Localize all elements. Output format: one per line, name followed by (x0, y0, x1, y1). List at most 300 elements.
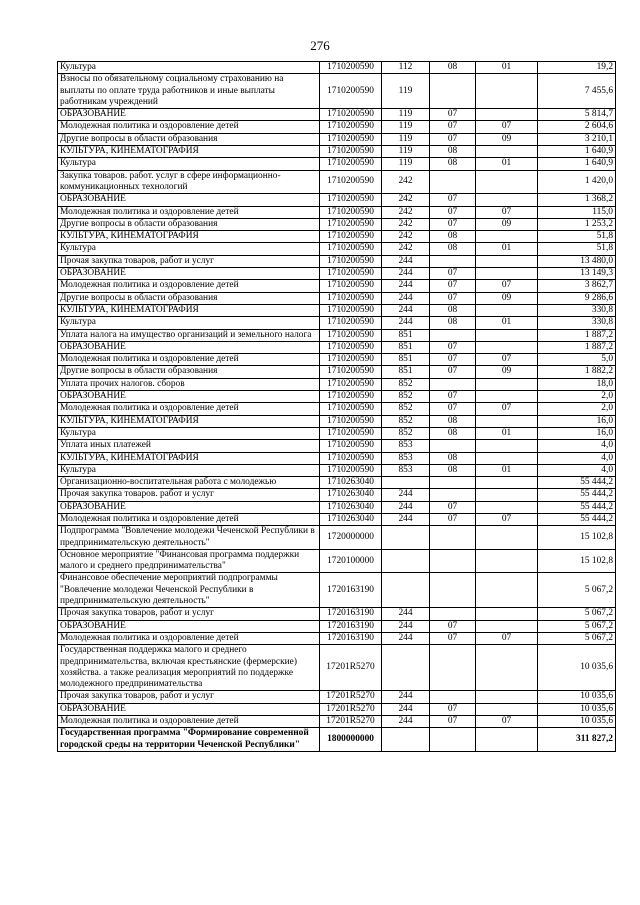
table-row (58, 440, 616, 452)
row-subsection-cell: 09 (476, 133, 538, 145)
row-code-cell: 1710200590 (320, 146, 382, 158)
row-amount-cell: 15 102,8 (538, 526, 616, 550)
row-amount-cell: 330,8 (538, 304, 616, 316)
row-subsection-cell (476, 268, 538, 280)
row-expense-type-cell (382, 728, 430, 752)
row-amount-cell: 16,0 (538, 427, 616, 439)
row-subsection-cell (476, 109, 538, 121)
row-subsection-cell: 01 (476, 62, 538, 74)
table-row (58, 489, 616, 501)
row-code-cell: 1710200590 (320, 170, 382, 194)
row-expense-type-cell: 851 (382, 354, 430, 366)
row-expense-type-cell (382, 573, 430, 608)
table-row (58, 292, 616, 304)
row-subsection-cell: 07 (476, 206, 538, 218)
row-amount-cell: 13 480,0 (538, 255, 616, 267)
row-name-cell: Молодежная политика и оздоровление детей (58, 121, 320, 133)
row-code-cell: 1710263040 (320, 513, 382, 525)
row-expense-type-cell: 242 (382, 243, 430, 255)
row-amount-cell: 16,0 (538, 415, 616, 427)
row-amount-cell: 1 640,9 (538, 146, 616, 158)
row-code-cell: 1710200590 (320, 366, 382, 378)
row-name-cell: КУЛЬТУРА, КИНЕМАТОГРАФИЯ (58, 452, 320, 464)
table-row (58, 158, 616, 170)
table-row (58, 573, 616, 608)
row-amount-cell: 10 035,6 (538, 691, 616, 703)
row-code-cell: 1710200590 (320, 268, 382, 280)
row-amount-cell: 5 067,2 (538, 632, 616, 644)
table-row (58, 464, 616, 476)
table-row (58, 268, 616, 280)
row-code-cell: 1710200590 (320, 427, 382, 439)
table-row (58, 341, 616, 353)
row-expense-type-cell: 119 (382, 133, 430, 145)
table-row (58, 703, 616, 715)
row-expense-type-cell: 242 (382, 218, 430, 230)
row-code-cell: 17201R5270 (320, 703, 382, 715)
row-expense-type-cell: 119 (382, 146, 430, 158)
row-code-cell: 1710200590 (320, 231, 382, 243)
row-expense-type-cell: 244 (382, 513, 430, 525)
row-expense-type-cell (382, 549, 430, 573)
row-name-cell: Другие вопросы в области образования (58, 292, 320, 304)
row-section-cell (430, 526, 476, 550)
row-name-cell: ОБРАЗОВАНИЕ (58, 341, 320, 353)
row-section-cell: 07 (430, 716, 476, 728)
row-expense-type-cell: 244 (382, 608, 430, 620)
table-row (58, 62, 616, 74)
row-subsection-cell (476, 255, 538, 267)
table-body (58, 62, 616, 752)
row-expense-type-cell: 244 (382, 280, 430, 292)
table-row (58, 194, 616, 206)
table-row (58, 317, 616, 329)
row-name-cell: ОБРАЗОВАНИЕ (58, 620, 320, 632)
row-amount-cell: 5 067,2 (538, 620, 616, 632)
table-row (58, 716, 616, 728)
row-amount-cell: 15 102,8 (538, 549, 616, 573)
row-amount-cell: 1 887,2 (538, 329, 616, 341)
row-section-cell: 08 (430, 452, 476, 464)
row-name-cell: Подпрограмма "Вовлечение молодежи Чеченской Республики в предпринимательскую деятельность" (58, 526, 320, 550)
row-amount-cell: 51,8 (538, 243, 616, 255)
row-code-cell: 1710200590 (320, 378, 382, 390)
row-section-cell (430, 170, 476, 194)
table-row (58, 620, 616, 632)
row-section-cell (430, 329, 476, 341)
row-section-cell (430, 378, 476, 390)
table-row (58, 170, 616, 194)
table-row (58, 378, 616, 390)
row-amount-cell: 19,2 (538, 62, 616, 74)
row-name-cell: Основное мероприятие "Финансовая программа поддержки малого и среднего предпринимательства" (58, 549, 320, 573)
row-code-cell: 17201R5270 (320, 716, 382, 728)
row-section-cell: 07 (430, 292, 476, 304)
row-amount-cell: 311 827,2 (538, 728, 616, 752)
row-section-cell (430, 74, 476, 109)
row-code-cell: 1710200590 (320, 206, 382, 218)
row-name-cell: КУЛЬТУРА, КИНЕМАТОГРАФИЯ (58, 146, 320, 158)
row-section-cell (430, 489, 476, 501)
row-subsection-cell: 01 (476, 317, 538, 329)
row-amount-cell: 55 444,2 (538, 513, 616, 525)
row-code-cell: 1710200590 (320, 391, 382, 403)
row-section-cell: 07 (430, 501, 476, 513)
row-amount-cell: 1 640,9 (538, 158, 616, 170)
row-section-cell: 07 (430, 341, 476, 353)
table-row (58, 280, 616, 292)
row-expense-type-cell: 852 (382, 427, 430, 439)
row-code-cell: 1710200590 (320, 109, 382, 121)
row-expense-type-cell (382, 645, 430, 691)
row-name-cell: Молодежная политика и оздоровление детей (58, 513, 320, 525)
row-section-cell: 07 (430, 121, 476, 133)
row-name-cell: ОБРАЗОВАНИЕ (58, 501, 320, 513)
row-section-cell: 08 (430, 158, 476, 170)
row-code-cell: 1800000000 (320, 728, 382, 752)
row-name-cell: Культура (58, 427, 320, 439)
row-code-cell: 1720163190 (320, 573, 382, 608)
row-amount-cell: 18,0 (538, 378, 616, 390)
row-section-cell: 07 (430, 703, 476, 715)
row-name-cell: Взносы по обязательному социальному страхованию на выплаты по оплате труда работников и иные выплаты работникам учреждений (58, 74, 320, 109)
row-expense-type-cell: 853 (382, 440, 430, 452)
row-subsection-cell (476, 231, 538, 243)
row-expense-type-cell: 244 (382, 304, 430, 316)
row-amount-cell: 7 455,6 (538, 74, 616, 109)
row-code-cell: 1710200590 (320, 62, 382, 74)
row-subsection-cell (476, 146, 538, 158)
row-amount-cell: 1 420,0 (538, 170, 616, 194)
row-subsection-cell (476, 477, 538, 489)
row-subsection-cell (476, 620, 538, 632)
row-amount-cell: 2,0 (538, 403, 616, 415)
row-subsection-cell: 07 (476, 280, 538, 292)
row-name-cell: ОБРАЗОВАНИЕ (58, 703, 320, 715)
table-row (58, 501, 616, 513)
table-row (58, 645, 616, 691)
table-row (58, 403, 616, 415)
row-name-cell: Культура (58, 464, 320, 476)
row-section-cell: 08 (430, 243, 476, 255)
row-section-cell: 07 (430, 366, 476, 378)
row-subsection-cell (476, 645, 538, 691)
budget-table (57, 61, 616, 752)
row-expense-type-cell: 242 (382, 170, 430, 194)
row-amount-cell: 3 210,1 (538, 133, 616, 145)
row-expense-type-cell: 244 (382, 292, 430, 304)
row-subsection-cell (476, 378, 538, 390)
row-name-cell: Молодежная политика и оздоровление детей (58, 354, 320, 366)
row-amount-cell: 9 286,6 (538, 292, 616, 304)
row-expense-type-cell: 853 (382, 464, 430, 476)
row-subsection-cell (476, 549, 538, 573)
table-row (58, 391, 616, 403)
row-name-cell: Закупка товаров. работ. услуг в сфере информационно-коммуникационных технологий (58, 170, 320, 194)
row-section-cell: 07 (430, 513, 476, 525)
row-name-cell: Культура (58, 158, 320, 170)
row-code-cell: 1710200590 (320, 440, 382, 452)
row-subsection-cell: 09 (476, 292, 538, 304)
row-expense-type-cell (382, 477, 430, 489)
row-section-cell: 08 (430, 231, 476, 243)
row-expense-type-cell: 119 (382, 109, 430, 121)
table-row (58, 206, 616, 218)
row-name-cell: Прочая закупка товаров. работ и услуг (58, 489, 320, 501)
row-code-cell: 17201R5270 (320, 645, 382, 691)
row-amount-cell: 115,0 (538, 206, 616, 218)
row-amount-cell: 1 368,2 (538, 194, 616, 206)
row-subsection-cell: 09 (476, 218, 538, 230)
row-name-cell: Прочая закупка товаров, работ и услуг (58, 608, 320, 620)
row-section-cell (430, 440, 476, 452)
row-expense-type-cell: 244 (382, 716, 430, 728)
row-expense-type-cell: 244 (382, 620, 430, 632)
row-expense-type-cell: 244 (382, 632, 430, 644)
row-amount-cell: 4,0 (538, 464, 616, 476)
table-row (58, 243, 616, 255)
page-number: 276 (310, 38, 330, 53)
table-row (58, 452, 616, 464)
row-expense-type-cell: 244 (382, 489, 430, 501)
row-section-cell (430, 477, 476, 489)
row-section-cell: 07 (430, 206, 476, 218)
row-amount-cell: 5 814,7 (538, 109, 616, 121)
row-expense-type-cell: 119 (382, 121, 430, 133)
row-section-cell: 08 (430, 415, 476, 427)
row-expense-type-cell: 244 (382, 255, 430, 267)
row-name-cell: Культура (58, 243, 320, 255)
row-name-cell: Прочая закупка товаров, работ и услуг (58, 255, 320, 267)
row-code-cell: 17201R5270 (320, 691, 382, 703)
table-row (58, 255, 616, 267)
row-code-cell: 1710200590 (320, 218, 382, 230)
row-expense-type-cell: 852 (382, 391, 430, 403)
row-code-cell: 1710200590 (320, 317, 382, 329)
row-subsection-cell: 07 (476, 716, 538, 728)
row-expense-type-cell: 244 (382, 691, 430, 703)
row-subsection-cell (476, 703, 538, 715)
row-name-cell: КУЛЬТУРА, КИНЕМАТОГРАФИЯ (58, 415, 320, 427)
row-subsection-cell (476, 691, 538, 703)
row-name-cell: ОБРАЗОВАНИЕ (58, 391, 320, 403)
row-section-cell (430, 645, 476, 691)
row-amount-cell: 55 444,2 (538, 501, 616, 513)
row-section-cell: 07 (430, 354, 476, 366)
row-name-cell: Другие вопросы в области образования (58, 133, 320, 145)
row-section-cell: 07 (430, 194, 476, 206)
row-subsection-cell (476, 194, 538, 206)
row-name-cell: Уплата иных платежей (58, 440, 320, 452)
row-subsection-cell (476, 608, 538, 620)
row-subsection-cell (476, 501, 538, 513)
table-row (58, 691, 616, 703)
row-amount-cell: 1 882,2 (538, 366, 616, 378)
row-amount-cell: 3 862,7 (538, 280, 616, 292)
row-subsection-cell: 01 (476, 243, 538, 255)
row-expense-type-cell: 242 (382, 194, 430, 206)
row-expense-type-cell: 851 (382, 329, 430, 341)
row-section-cell: 07 (430, 632, 476, 644)
table-row (58, 415, 616, 427)
row-name-cell: Финансовое обеспечение мероприятий подпрограммы "Вовлечение молодежи Чеченской Республики в предпринимательскую деятельность" (58, 573, 320, 608)
row-amount-cell: 5 067,2 (538, 608, 616, 620)
row-name-cell: Другие вопросы в области образования (58, 218, 320, 230)
row-subsection-cell (476, 170, 538, 194)
row-section-cell: 08 (430, 427, 476, 439)
row-subsection-cell (476, 728, 538, 752)
row-amount-cell: 51,8 (538, 231, 616, 243)
row-section-cell: 08 (430, 304, 476, 316)
table-row (58, 513, 616, 525)
row-name-cell: Уплата прочих налогов. сборов (58, 378, 320, 390)
row-amount-cell: 10 035,6 (538, 703, 616, 715)
row-section-cell: 07 (430, 620, 476, 632)
row-section-cell: 07 (430, 109, 476, 121)
row-amount-cell: 4,0 (538, 440, 616, 452)
row-name-cell: Молодежная политика и оздоровление детей (58, 403, 320, 415)
row-subsection-cell: 07 (476, 632, 538, 644)
table-row (58, 218, 616, 230)
row-code-cell: 1710200590 (320, 354, 382, 366)
row-subsection-cell (476, 573, 538, 608)
row-section-cell (430, 608, 476, 620)
row-subsection-cell (476, 452, 538, 464)
row-name-cell: Молодежная политика и оздоровление детей (58, 716, 320, 728)
row-code-cell: 1710200590 (320, 194, 382, 206)
row-section-cell: 07 (430, 403, 476, 415)
row-amount-cell: 330,8 (538, 317, 616, 329)
row-code-cell: 1720163190 (320, 608, 382, 620)
row-expense-type-cell: 244 (382, 703, 430, 715)
row-code-cell: 1710200590 (320, 158, 382, 170)
row-code-cell: 1720163190 (320, 632, 382, 644)
row-section-cell: 08 (430, 317, 476, 329)
row-subsection-cell: 09 (476, 366, 538, 378)
row-subsection-cell: 01 (476, 464, 538, 476)
table-row (58, 231, 616, 243)
table-row (58, 121, 616, 133)
row-expense-type-cell: 244 (382, 501, 430, 513)
row-section-cell: 07 (430, 391, 476, 403)
row-code-cell: 1710200590 (320, 403, 382, 415)
table-row (58, 109, 616, 121)
row-code-cell: 1710200590 (320, 121, 382, 133)
row-section-cell: 08 (430, 146, 476, 158)
row-expense-type-cell: 119 (382, 158, 430, 170)
row-code-cell: 1710200590 (320, 133, 382, 145)
table-row (58, 632, 616, 644)
row-name-cell: Молодежная политика и оздоровление детей (58, 206, 320, 218)
row-expense-type-cell: 852 (382, 403, 430, 415)
row-name-cell: Молодежная политика и оздоровление детей (58, 280, 320, 292)
row-section-cell (430, 691, 476, 703)
row-name-cell: ОБРАЗОВАНИЕ (58, 268, 320, 280)
row-name-cell: Культура (58, 62, 320, 74)
row-name-cell: ОБРАЗОВАНИЕ (58, 109, 320, 121)
row-subsection-cell: 07 (476, 121, 538, 133)
row-expense-type-cell: 112 (382, 62, 430, 74)
row-amount-cell: 13 149,3 (538, 268, 616, 280)
row-amount-cell: 4,0 (538, 452, 616, 464)
row-name-cell: Государственная поддержка малого и среднего предпринимательства, включая крестьянские (фермерские) хозяйства. а также реализация мероприятий по поддержке молодежного предпринимательства (58, 645, 320, 691)
row-expense-type-cell: 119 (382, 74, 430, 109)
row-section-cell: 07 (430, 218, 476, 230)
table-row (58, 74, 616, 109)
row-amount-cell: 2,0 (538, 391, 616, 403)
table-row (58, 354, 616, 366)
row-code-cell: 1710200590 (320, 255, 382, 267)
row-code-cell: 1720163190 (320, 620, 382, 632)
table-row (58, 329, 616, 341)
row-subsection-cell (476, 415, 538, 427)
row-section-cell (430, 728, 476, 752)
row-name-cell: Организационно-воспитательная работа с молодежью (58, 477, 320, 489)
row-subsection-cell (476, 329, 538, 341)
row-subsection-cell: 07 (476, 403, 538, 415)
row-code-cell: 1710200590 (320, 280, 382, 292)
row-expense-type-cell: 242 (382, 231, 430, 243)
row-amount-cell: 10 035,6 (538, 645, 616, 691)
row-code-cell: 1710200590 (320, 304, 382, 316)
row-section-cell: 08 (430, 62, 476, 74)
row-amount-cell: 55 444,2 (538, 477, 616, 489)
row-expense-type-cell: 852 (382, 378, 430, 390)
row-section-cell: 07 (430, 268, 476, 280)
row-code-cell: 1710200590 (320, 452, 382, 464)
table-row (58, 728, 616, 752)
row-section-cell: 07 (430, 280, 476, 292)
row-section-cell: 07 (430, 133, 476, 145)
row-subsection-cell: 01 (476, 158, 538, 170)
row-amount-cell: 5 067,2 (538, 573, 616, 608)
row-name-cell: КУЛЬТУРА, КИНЕМАТОГРАФИЯ (58, 231, 320, 243)
row-expense-type-cell: 244 (382, 268, 430, 280)
row-subsection-cell: 07 (476, 513, 538, 525)
row-code-cell: 1710200590 (320, 341, 382, 353)
row-code-cell: 1710200590 (320, 292, 382, 304)
row-expense-type-cell: 851 (382, 341, 430, 353)
row-amount-cell: 1 887,2 (538, 341, 616, 353)
row-subsection-cell (476, 74, 538, 109)
row-expense-type-cell: 851 (382, 366, 430, 378)
row-subsection-cell: 01 (476, 427, 538, 439)
row-amount-cell: 2 604,6 (538, 121, 616, 133)
row-section-cell: 08 (430, 464, 476, 476)
row-subsection-cell (476, 526, 538, 550)
row-code-cell: 1710200590 (320, 329, 382, 341)
row-name-cell: Другие вопросы в области образования (58, 366, 320, 378)
table-row (58, 427, 616, 439)
row-name-cell: Культура (58, 317, 320, 329)
row-name-cell: ОБРАЗОВАНИЕ (58, 194, 320, 206)
row-subsection-cell (476, 391, 538, 403)
row-expense-type-cell: 853 (382, 452, 430, 464)
row-section-cell (430, 573, 476, 608)
row-code-cell: 1710200590 (320, 415, 382, 427)
row-code-cell: 1710200590 (320, 243, 382, 255)
row-name-cell: Государственная программа "Формирование современной городской среды на территории Чеченской Республики" (58, 728, 320, 752)
row-name-cell: Прочая закупка товаров, работ и услуг (58, 691, 320, 703)
row-code-cell: 1720100000 (320, 549, 382, 573)
table-row (58, 366, 616, 378)
row-expense-type-cell (382, 526, 430, 550)
table-row (58, 549, 616, 573)
table-row (58, 526, 616, 550)
row-subsection-cell: 07 (476, 354, 538, 366)
table-row (58, 133, 616, 145)
row-section-cell (430, 255, 476, 267)
